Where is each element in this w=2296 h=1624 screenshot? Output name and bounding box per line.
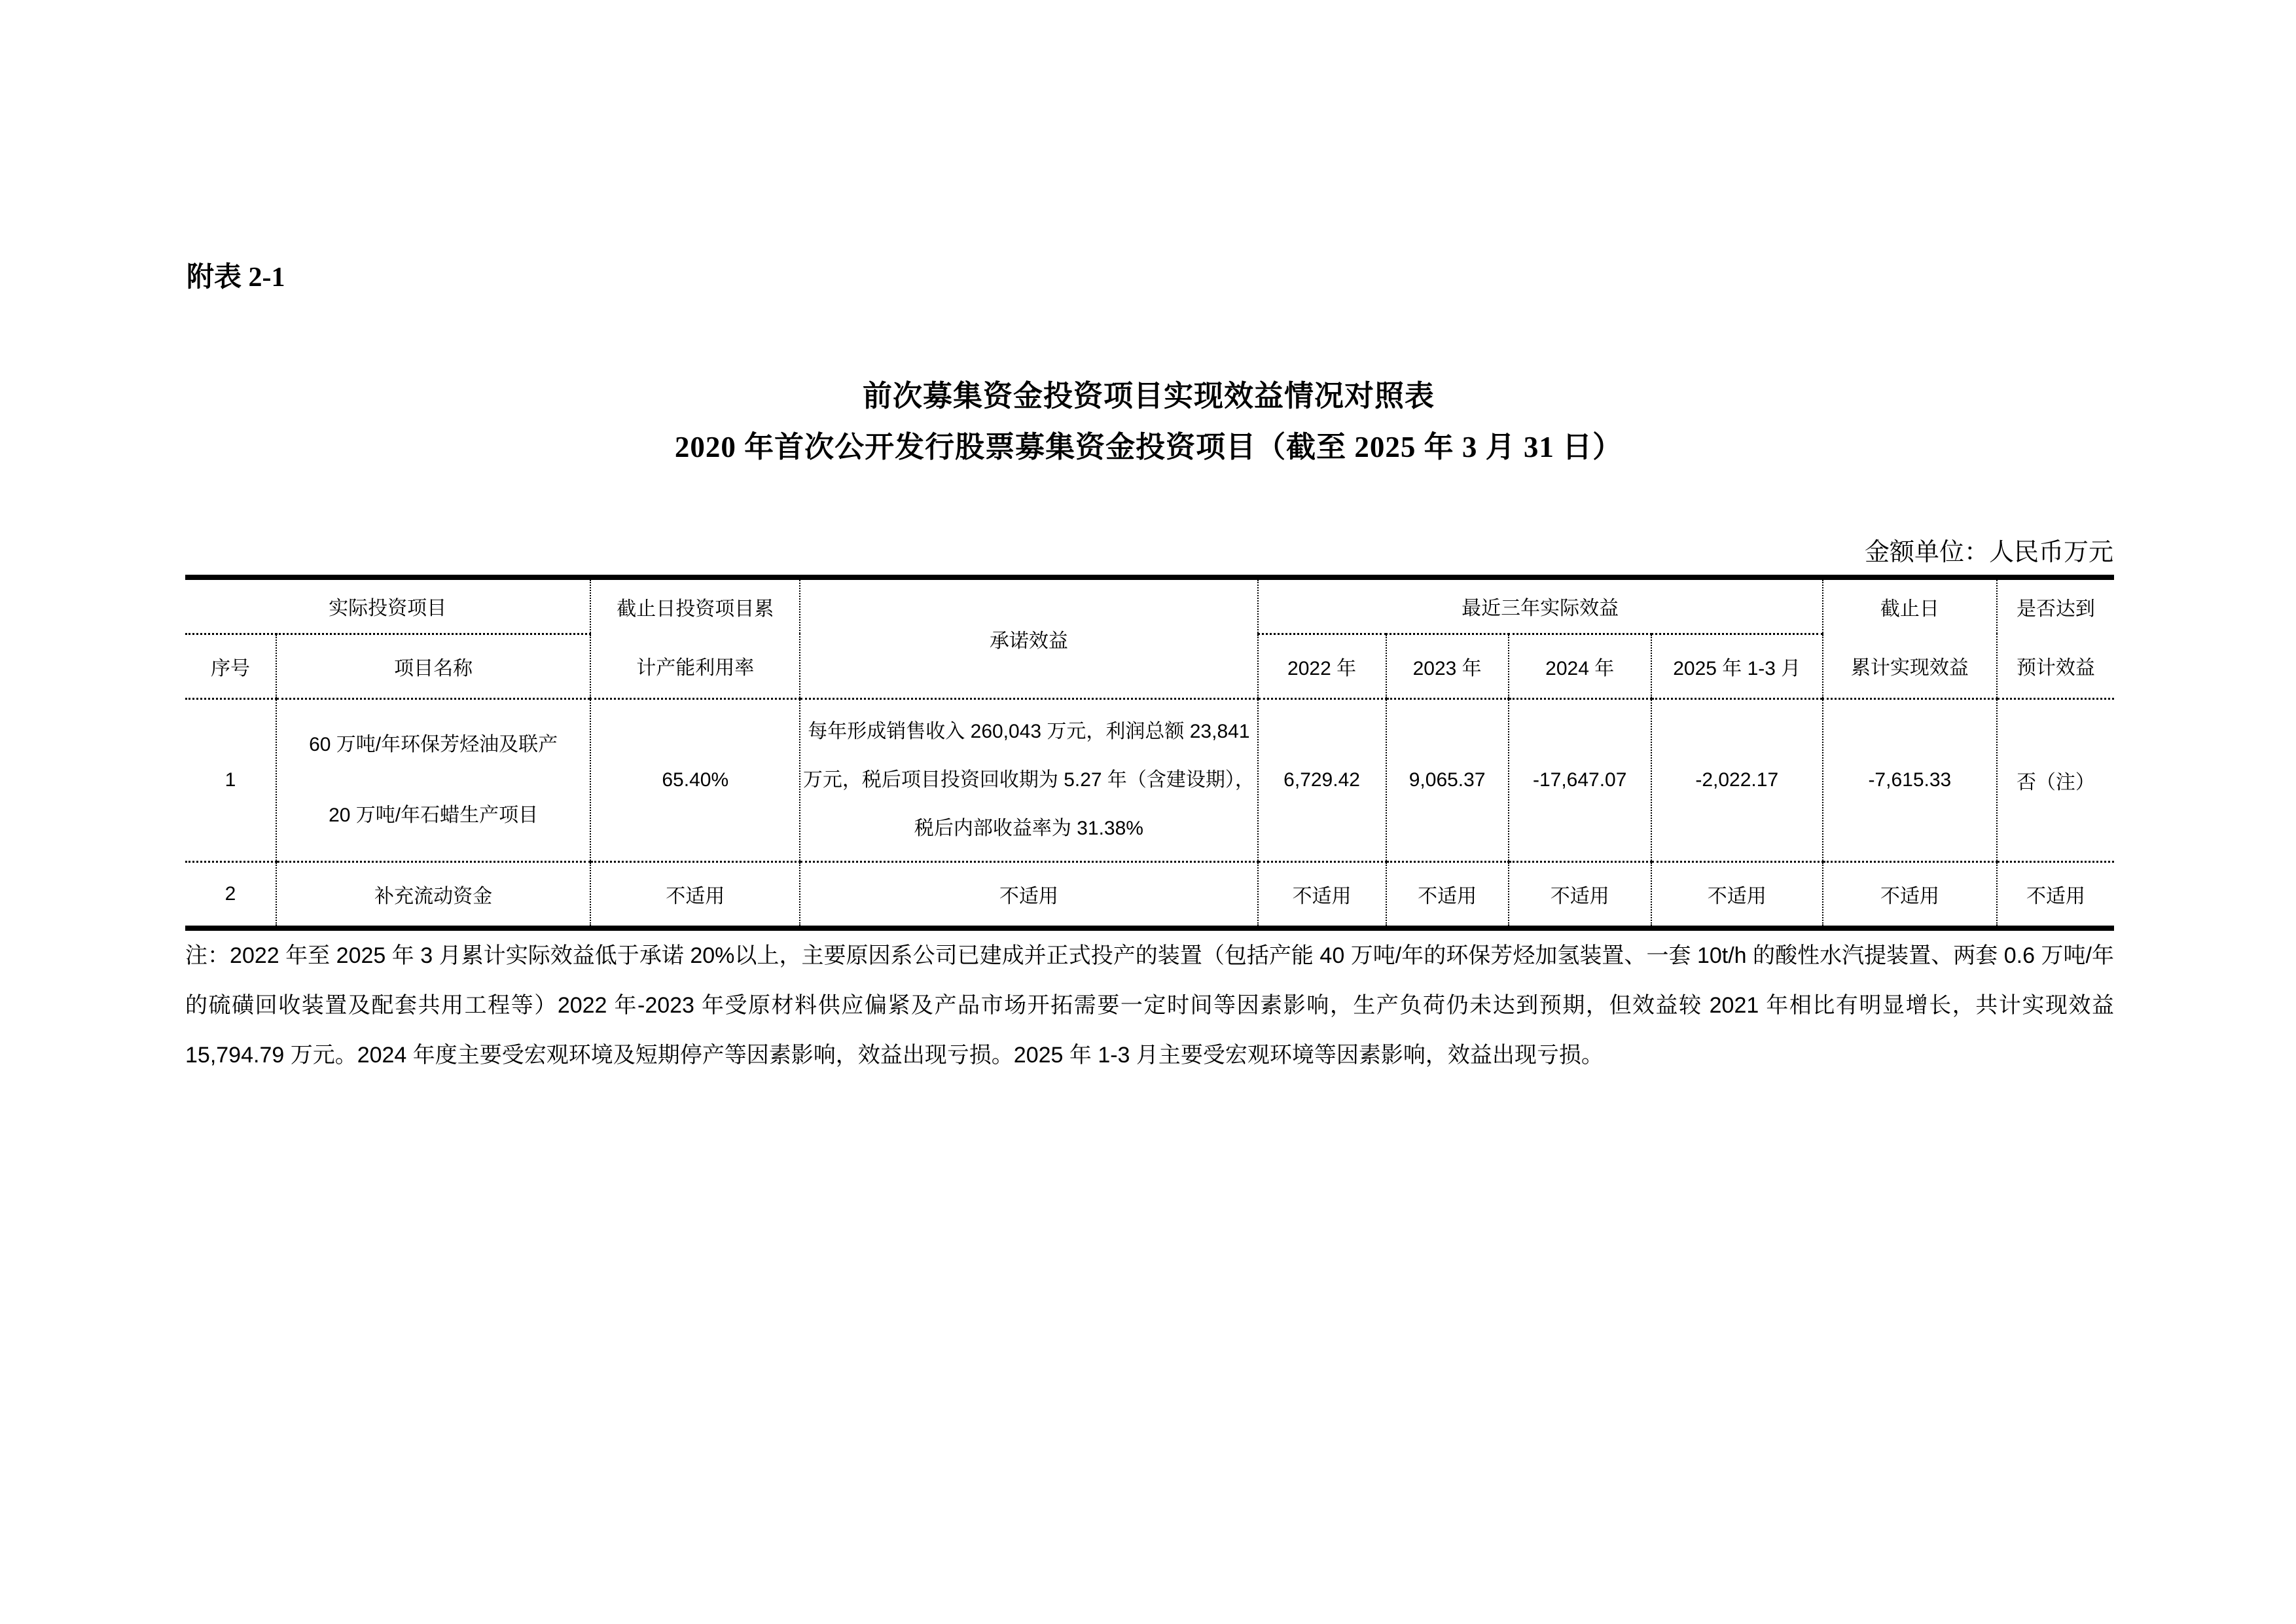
row1-benefit-2023: 9,065.37 [1386, 699, 1509, 862]
row2-reached-expected: 不适用 [1997, 862, 2114, 928]
row1-benefit-2024: -17,647.07 [1509, 699, 1651, 862]
header-actual-project-group: 实际投资项目 [185, 577, 590, 634]
header-cumulative-benefit [1823, 577, 1997, 699]
annex-label: 附表 2-1 [187, 262, 285, 293]
page-title: 前次募集资金投资项目实现效益情况对照表 [862, 380, 1435, 412]
header-recent-years-group: 最近三年实际效益 [1258, 577, 1823, 634]
row1-promised-benefit: 每年形成销售收入 260,043 万元，利润总额 23,841 万元，税后项目投资回收期为 5.27 年（含建设期），税后内部收益率为 31.38% [800, 699, 1257, 862]
row1-benefit-2025: -2,022.17 [1651, 699, 1823, 862]
row1-reached-expected: 否（注） [1997, 699, 2114, 862]
row2-benefit-2023: 不适用 [1386, 862, 1509, 928]
header-capacity-line1: 截止日投资项目累 [617, 598, 774, 620]
header-year-2025: 2025 年 1-3 月 [1651, 634, 1823, 698]
row2-capacity-utilization: 不适用 [590, 862, 800, 928]
row2-promised-benefit: 不适用 [800, 862, 1257, 928]
row1-project-name-line2: 20 万吨/年石蜡生产项目 [329, 804, 539, 826]
table-row [185, 862, 2114, 928]
row2-project-name: 补充流动资金 [276, 862, 590, 928]
header-cumulative-line2: 累计实现效益 [1850, 657, 1969, 679]
row1-benefit-2022: 6,729.42 [1258, 699, 1386, 862]
row1-project-name-line1: 60 万吨/年环保芳烃油及联产 [309, 734, 558, 755]
row2-seq: 2 [185, 862, 276, 928]
header-year-2022: 2022 年 [1258, 634, 1386, 698]
row1-capacity-utilization: 65.40% [590, 699, 800, 862]
row1-cumulative-benefit: -7,615.33 [1823, 699, 1997, 862]
row2-benefit-2025: 不适用 [1651, 862, 1823, 928]
title-block [184, 370, 2113, 473]
header-reached-expected [1997, 577, 2114, 699]
benefits-table-wrap [185, 575, 2114, 931]
header-project-name: 项目名称 [276, 634, 590, 698]
header-promised-benefit: 承诺效益 [800, 577, 1257, 699]
header-cumulative-line1: 截止日 [1880, 598, 1939, 620]
footnote: 注：2022 年至 2025 年 3 月累计实际效益低于承诺 20%以上，主要原因系公司已建成并正式投产的装置（包括产能 40 万吨/年的环保芳烃加氢装置、一套 10t/h 的酸性水汽提装置、两套 0.6 万吨/年的硫磺回收装置及配套共用工程等）2022 年-2023 年受原材料供应偏紧及产品市场开拓需要一定时间等因素影响，生产负荷仍未达到预期，但效益较 2021 年相比有明显增长，共计实现效益 15,794.79 万元。2024 年度主要受宏观环境及短期停产等因素影响，效益出现亏损。2025 年 1-3 月主要受宏观环境等因素影响，效益出现亏损。 [185, 943, 2114, 1068]
page-subtitle: 2020 年首次公开发行股票募集资金投资项目（截至 2025 年 3 月 31 日） [674, 431, 1623, 463]
header-reached-line2: 预计效益 [2016, 657, 2095, 679]
row2-cumulative-benefit: 不适用 [1823, 862, 1997, 928]
row2-benefit-2024: 不适用 [1509, 862, 1651, 928]
benefits-comparison-table [185, 575, 2114, 931]
amount-unit-label: 金额单位：人民币万元 [1864, 539, 2113, 566]
table-row [185, 699, 2114, 862]
row1-project-name [276, 699, 590, 862]
row1-seq: 1 [185, 699, 276, 862]
header-capacity-utilization [590, 577, 800, 699]
header-capacity-line2: 计产能利用率 [636, 657, 755, 679]
row2-benefit-2022: 不适用 [1258, 862, 1386, 928]
header-seq: 序号 [185, 634, 276, 698]
header-year-2024: 2024 年 [1509, 634, 1651, 698]
header-year-2023: 2023 年 [1386, 634, 1509, 698]
header-reached-line1: 是否达到 [2016, 598, 2095, 620]
